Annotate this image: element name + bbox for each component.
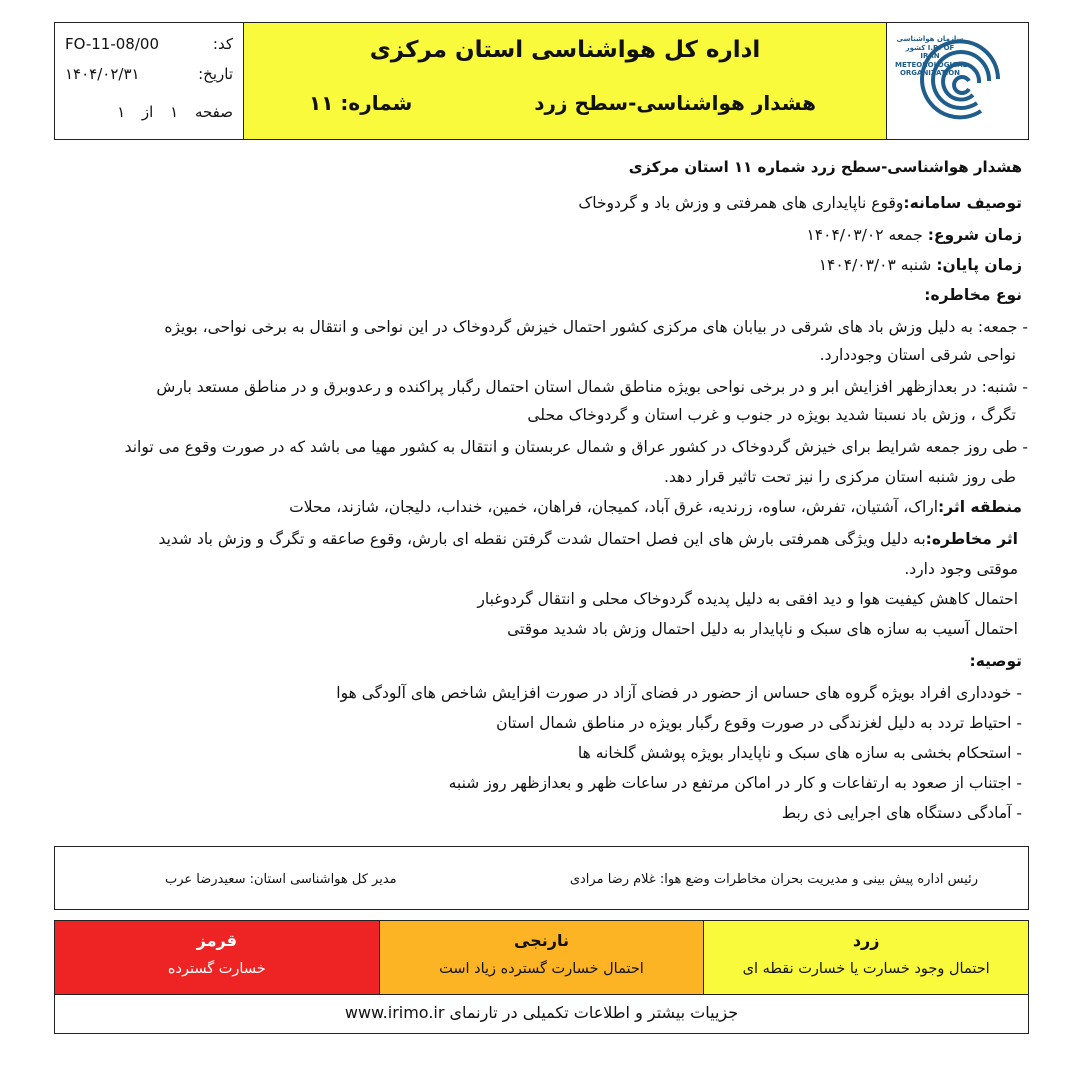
level-orange	[380, 921, 705, 994]
end-value: شنبه ۱۴۰۴/۰۳/۰۳	[818, 256, 932, 274]
advice-line: - آمادگی دستگاه های اجرایی ذی ربط	[781, 804, 1022, 822]
hazard-line: نواحی شرقی استان وجوددارد.	[819, 346, 1016, 364]
impact-first-line	[158, 530, 1018, 548]
impact-line: موقتی وجود دارد.	[904, 560, 1018, 578]
advice-line: - اجتناب از صعود به ارتفاعات و کار در اماکن مرتفع در ساعات ظهر و بعدازظهر روز شنبه	[448, 774, 1022, 792]
director-signature: مدیر کل هواشناسی استان: سعیدرضا عرب	[165, 872, 397, 887]
level-row	[55, 921, 1028, 995]
website-footer: جزییات بیشتر و اطلاعات تکمیلی در تارنمای www.irimo.ir	[344, 1003, 739, 1022]
hazard-line: تگرگ ، وزش باد نسبتا شدید بویژه در جنوب و غرب استان و گردوخاک محلی	[527, 406, 1016, 424]
signature-box	[54, 846, 1029, 910]
document-meta	[55, 23, 243, 139]
level-red	[55, 921, 380, 994]
hazard-line: - طی روز جمعه شرایط برای خیزش گردوخاک در کشور عراق و شمال عربستان و انتقال به کشور مهیا می باشد که در صورت وقوع می تواند	[124, 438, 1028, 456]
advice-line: - خودداری افراد بویژه گروه های حساس از حضور در فضای آزاد در صورت افزایش شاخص های آلودگی هوا	[336, 684, 1022, 702]
advice-label: توصیه:	[969, 652, 1022, 670]
document-header	[54, 22, 1029, 140]
area-text: اراک، آشتیان، تفرش، ساوه، زرندیه، غرق آباد، کمیجان، فراهان، خمین، خنداب، دلیجان، شازند، محلات	[289, 498, 939, 516]
organization-logo	[886, 23, 1028, 139]
hazard-line: - شنبه: در بعدازظهر افزایش ابر و در برخی نواحی بویژه مناطق شمال استان احتمال رگبار پراکنده و رعدوبرق و در مناطق مستعد بارش	[156, 378, 1028, 396]
affected-area	[289, 498, 1022, 516]
advice-line: - احتیاط تردد به دلیل لغزندگی در صورت وقوع رگبار بویژه در مناطق شمال استان	[496, 714, 1022, 732]
end-time	[819, 256, 1022, 274]
hazard-line: - جمعه: به دلیل وزش باد های شرقی در بیابان های مرکزی کشور احتمال خیزش گردوخاک در این نواحی و انتقال به برخی نواحی، بویژه	[164, 318, 1028, 336]
warning-number: شماره: ۱۱	[309, 91, 413, 115]
impact-line: احتمال کاهش کیفیت هوا و دید افقی به دلیل پدیده گردوخاک محلی و انتقال گردوغبار	[477, 590, 1018, 608]
level-yellow	[704, 921, 1028, 994]
page-number: صفحه ۱ از ۱	[117, 103, 233, 121]
level-description: خسارت گسترده	[167, 961, 266, 977]
date-row	[65, 65, 233, 83]
impact-line: احتمال آسیب به سازه های سبک و ناپایدار به دلیل احتمال وزش باد شدید موقتی	[507, 620, 1018, 638]
advice-line: - استحکام بخشی به سازه های سبک و ناپایدار بویژه پوشش گلخانه ها	[577, 744, 1022, 762]
start-label: زمان شروع:	[927, 226, 1022, 244]
date-value: ۱۴۰۴/۰۲/۳۱	[65, 65, 140, 83]
end-label: زمان پایان:	[936, 256, 1022, 274]
code-row	[65, 35, 233, 53]
date-label: تاریخ:	[198, 65, 233, 83]
area-label: منطقه اثر:	[938, 498, 1022, 516]
code-value: FO-11-08/00	[65, 35, 159, 53]
header-title-area	[243, 23, 886, 139]
system-text: وقوع ناپایداری های همرفتی و وزش باد و گردوخاک	[578, 194, 904, 212]
document-title: هشدار هواشناسی-سطح زرد شماره ۱۱ استان مرکزی	[628, 158, 1022, 176]
office-title: اداره کل هواشناسی استان مرکزی	[369, 37, 761, 63]
level-description: احتمال وجود خسارت یا خسارت نقطه ای	[742, 961, 990, 977]
impact-label: اثر مخاطره:	[925, 530, 1018, 548]
system-label: توصیف سامانه:	[903, 194, 1022, 212]
level-description: احتمال خسارت گسترده زیاد است	[439, 961, 644, 977]
system-description	[578, 194, 1022, 212]
warning-level-legend	[54, 920, 1029, 1034]
level-name: زرد	[852, 931, 880, 950]
level-name: قرمز	[196, 931, 237, 950]
hazard-line: طی روز شنبه استان مرکزی را نیز تحت تاثیر قرار دهد.	[664, 468, 1016, 486]
start-value: جمعه ۱۴۰۴/۰۳/۰۲	[806, 226, 923, 244]
hazard-label: نوع مخاطره:	[924, 286, 1022, 304]
start-time	[806, 226, 1022, 244]
logo-text: سازمان هواشناسی کشور I.R. OF IRAN METEOROLOGICAL ORGANIZATION	[895, 35, 968, 77]
level-name: نارنجی	[514, 931, 569, 950]
impact-line: به دلیل ویژگی همرفتی بارش های این فصل احتمال شدت گرفتن نقطه ای بارش، وقوع صاعقه و تگرگ و وزش باد شدید	[158, 530, 926, 548]
forecast-head-signature: رئیس اداره پیش بینی و مدیریت بحران مخاطرات وضع هوا: غلام رضا مرادی	[569, 872, 978, 887]
code-label: کد:	[212, 35, 233, 53]
warning-level-title: هشدار هواشناسی-سطح زرد	[534, 91, 816, 115]
